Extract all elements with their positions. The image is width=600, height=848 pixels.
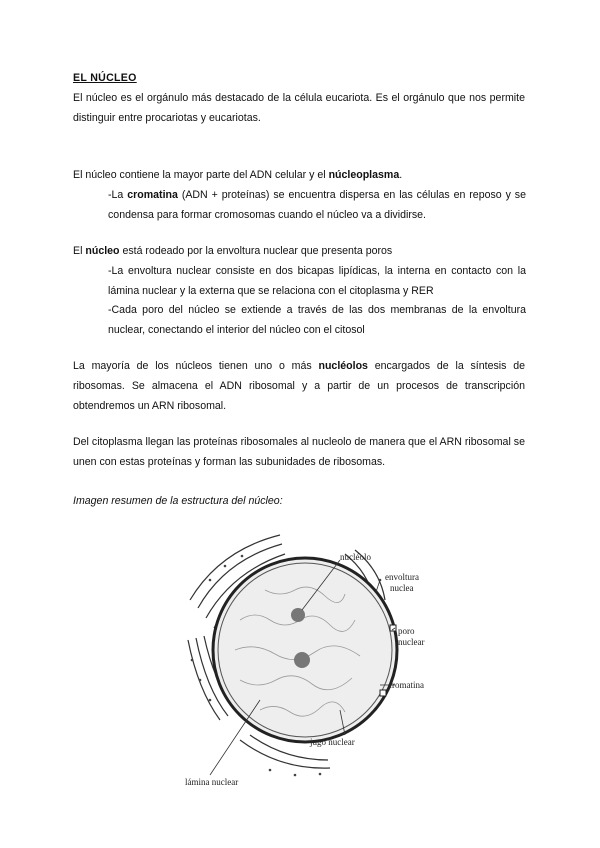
text-run: está rodeado por la envoltura nuclear que presenta poros xyxy=(119,245,393,257)
figure-caption: Imagen resumen de la estructura del núcleo: xyxy=(73,495,283,507)
text-run: -La xyxy=(108,189,128,201)
intro-paragraph: El núcleo es el orgánulo más destacado de la célula eucariota. Es el orgánulo que nos permite distinguir entre procariotas y eucariotas. xyxy=(73,92,525,124)
bold-term: cromatina xyxy=(127,189,178,201)
text-run: . xyxy=(399,169,403,181)
text-run: (ADN + proteínas) se encuentra dispersa en las células en reposo y se condensa para formar cromosomas cuando el núcleo va a dividirse. xyxy=(108,189,526,221)
chromatin-item xyxy=(108,185,526,225)
text-run: La mayoría de los núcleos tienen uno o más xyxy=(73,360,319,372)
nucleolus-2 xyxy=(294,652,310,668)
envelope-item-2: -Cada poro del núcleo se extiende a través de las dos membranas de la envoltura nuclear, conectando el interior del núcleo con el citosol xyxy=(108,304,526,336)
label-jugo-nuclear: jugo nuclear xyxy=(310,737,355,747)
bold-term: nucléolos xyxy=(318,360,368,372)
label-envoltura-1: envoltura xyxy=(385,572,419,582)
nucleolus-1 xyxy=(291,608,305,622)
label-cromatina: cromatina xyxy=(388,680,424,690)
label-poro-2: nuclear xyxy=(398,637,425,647)
label-lamina-nuclear: lámina nuclear xyxy=(185,777,239,787)
text-run: encargados de la síntesis de ribosomas. Se almacena el ADN ribosomal y a partir de un procesos de transcripción obtendremos un ARN ribosomal. xyxy=(73,360,525,412)
nuclear-envelope xyxy=(213,558,397,742)
nucleus-content-paragraph xyxy=(73,165,525,185)
nucleus-diagram-svg xyxy=(180,530,445,800)
bold-term: núcleo xyxy=(85,245,120,257)
ribosome-paragraph: Del citoplasma llegan las proteínas ribosomales al nucleolo de manera que el ARN ribosomal se unen con estas proteínas y forman las subunidades de ribosomas. xyxy=(73,436,525,468)
label-envoltura-2: nuclea xyxy=(390,583,414,593)
label-poro-1: poro xyxy=(398,626,415,636)
page-title: EL NÚCLEO xyxy=(73,72,137,84)
envelope-paragraph xyxy=(73,241,525,261)
bold-term: núcleoplasma xyxy=(328,169,400,181)
nucleolus-paragraph xyxy=(73,356,525,416)
envelope-item-1: -La envoltura nuclear consiste en dos bicapas lipídicas, la interna en contacto con la lámina nuclear y la externa que se relaciona con el citoplasma y RER xyxy=(108,265,526,297)
text-run: El núcleo contiene la mayor parte del ADN celular y el xyxy=(73,169,329,181)
text-run: El xyxy=(73,245,86,257)
label-nucleolo: nucléolo xyxy=(340,552,371,562)
nucleus-diagram xyxy=(180,530,445,800)
